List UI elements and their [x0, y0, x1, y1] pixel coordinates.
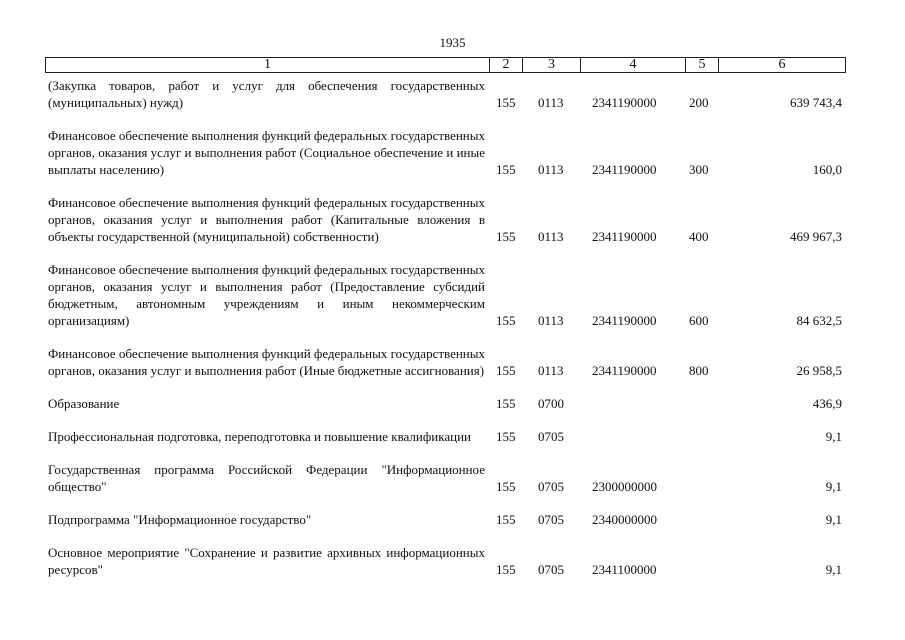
table-row [48, 395, 846, 412]
table-body [48, 77, 846, 594]
row-name: Основное мероприятие "Сохранение и развитие архивных информационных ресурсов" [48, 545, 485, 577]
row-expense-type: 400 [689, 229, 709, 244]
row-name: Финансовое обеспечение выполнения функций федеральных государственных органов, оказания услуг и выполнения работ (Иные бюджетные ассигнования) [48, 346, 485, 378]
table-row [48, 127, 846, 178]
row-name: Финансовое обеспечение выполнения функций федеральных государственных органов, оказания услуг и выполнения работ (Предоставление субсидий бюджетным, автономным учреждениям и иным некоммерческим организациям) [48, 262, 485, 328]
row-name: Финансовое обеспечение выполнения функций федеральных государственных органов, оказания услуг и выполнения работ (Капитальные вложения в объекты государственной (муниципальной) собственности) [48, 195, 485, 244]
row-amount: 436,9 [812, 396, 842, 411]
row-amount: 26 958,5 [796, 363, 842, 378]
row-admin-code: 155 [496, 479, 516, 494]
row-expense-type: 300 [689, 162, 709, 177]
row-admin-code: 155 [496, 429, 516, 444]
row-amount: 9,1 [825, 512, 842, 527]
row-target-code: 2341190000 [592, 363, 657, 378]
row-target-code: 2341190000 [592, 162, 657, 177]
row-expense-type: 800 [689, 363, 709, 378]
table-row [48, 194, 846, 245]
row-name: Финансовое обеспечение выполнения функций федеральных государственных органов, оказания услуг и выполнения работ (Социальное обеспечение и иные выплаты населению) [48, 128, 485, 177]
row-section-code: 0705 [538, 479, 564, 494]
header-col-4: 4 [580, 58, 685, 72]
row-name: Профессиональная подготовка, переподготовка и повышение квалификации [48, 429, 472, 444]
row-target-code: 2300000000 [592, 479, 657, 494]
row-section-code: 0113 [538, 229, 564, 244]
header-col-6: 6 [718, 58, 845, 72]
row-name: Государственная программа Российской Федерации "Информационное общество" [48, 462, 485, 494]
table-row [48, 544, 846, 578]
row-admin-code: 155 [496, 229, 516, 244]
row-admin-code: 155 [496, 512, 516, 527]
row-target-code: 2341190000 [592, 95, 657, 110]
row-admin-code: 155 [496, 162, 516, 177]
row-amount: 9,1 [825, 479, 842, 494]
row-admin-code: 155 [496, 95, 516, 110]
row-target-code: 2341190000 [592, 229, 657, 244]
row-section-code: 0113 [538, 95, 564, 110]
table-row [48, 261, 846, 329]
row-amount: 9,1 [825, 429, 842, 444]
row-admin-code: 155 [496, 396, 516, 411]
row-amount: 160,0 [812, 162, 842, 177]
row-section-code: 0705 [538, 562, 564, 577]
header-col-1: 1 [264, 57, 271, 72]
header-col-5: 5 [685, 58, 718, 72]
row-section-code: 0700 [538, 396, 564, 411]
table-row [48, 428, 846, 445]
row-amount: 639 743,4 [790, 95, 842, 110]
row-expense-type: 200 [689, 95, 709, 110]
row-name: Подпрограмма "Информационное государство" [48, 512, 312, 527]
row-name: (Закупка товаров, работ и услуг для обеспечения государственных (муниципальных) нужд) [48, 78, 485, 110]
row-section-code: 0113 [538, 363, 564, 378]
table-row [48, 345, 846, 379]
row-amount: 84 632,5 [796, 313, 842, 328]
row-expense-type: 600 [689, 313, 709, 328]
page-number: 1935 [439, 35, 466, 50]
row-amount: 9,1 [825, 562, 842, 577]
row-section-code: 0705 [538, 512, 564, 527]
row-amount: 469 967,3 [790, 229, 842, 244]
row-section-code: 0113 [538, 313, 564, 328]
row-name: Образование [48, 396, 120, 411]
row-target-code: 2341190000 [592, 313, 657, 328]
header-col-3: 3 [522, 58, 580, 72]
table-row [48, 461, 846, 495]
row-admin-code: 155 [496, 562, 516, 577]
table-row [48, 511, 846, 528]
row-section-code: 0113 [538, 162, 564, 177]
header-col-2: 2 [489, 58, 522, 72]
table-row [48, 77, 846, 111]
row-target-code: 2341100000 [592, 562, 657, 577]
table-header [45, 57, 846, 73]
row-target-code: 2340000000 [592, 512, 657, 527]
row-section-code: 0705 [538, 429, 564, 444]
row-admin-code: 155 [496, 363, 516, 378]
row-admin-code: 155 [496, 313, 516, 328]
